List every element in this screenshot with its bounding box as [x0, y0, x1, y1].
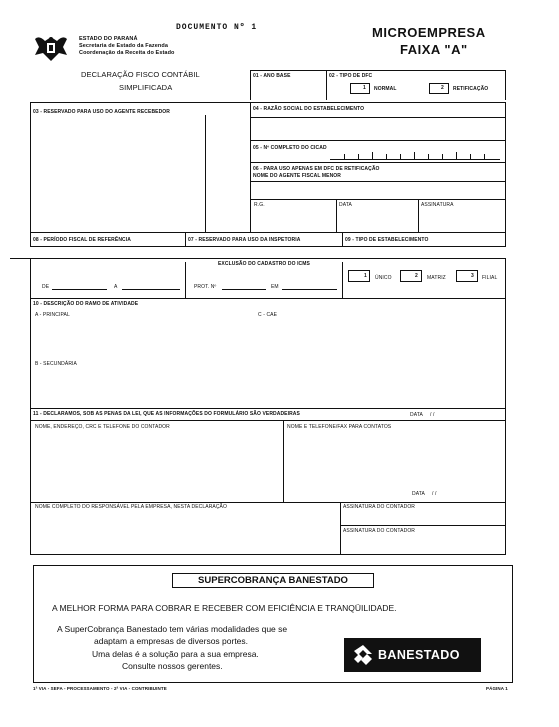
responsible-input[interactable]: [33, 512, 337, 552]
document-number: DOCUMENTO Nº 1: [176, 23, 258, 32]
principal-activity-input[interactable]: [33, 320, 503, 358]
coordination-name: Coordenação da Receita do Estado: [79, 50, 175, 56]
signature-date-input[interactable]: / /: [432, 491, 437, 497]
period-to-input[interactable]: [122, 281, 180, 290]
cicad-input[interactable]: [330, 150, 500, 160]
footer-copies: 1ª VIA - SEFA - PROCESSAMENTO - 2ª VIA - CONTRIBUINTE: [33, 686, 167, 691]
declaration-date-input[interactable]: / /: [430, 412, 435, 418]
field-10-label: 10 - DESCRIÇÃO DO RAMO DE ATIVIDADE: [33, 301, 139, 307]
protocol-input[interactable]: [222, 281, 266, 290]
normal-number: 1: [363, 85, 366, 91]
accountant-label: NOME, ENDEREÇO, CRC E TELEFONE DO CONTADOR: [35, 424, 170, 430]
protocol-date-label: EM: [271, 284, 279, 290]
coat-of-arms-icon: [31, 33, 71, 65]
filial-label: FILIAL: [482, 275, 498, 281]
field-08-label: 08 - PERÍODO FISCAL DE REFERÊNCIA: [33, 237, 131, 243]
matriz-option-box[interactable]: [400, 270, 422, 282]
exclusion-label: EXCLUSÃO DO CADASTRO DO ICMS: [218, 261, 310, 267]
microempresa-title: MICROEMPRESA: [372, 25, 486, 40]
secondary-activity-label: B - SECUNDÁRIA: [35, 361, 77, 367]
accountant-signature-label: ASSINATURA DO CONTADOR: [343, 504, 416, 510]
field-05-label: 05 - Nº COMPLETO DO CICAD: [253, 145, 327, 151]
secondary-activity-input[interactable]: [33, 369, 503, 407]
field-09-label: 09 - TIPO DE ESTABELECIMENTO: [345, 237, 429, 243]
accountant-signature-label-2: ASSINATURA DO CONTADOR: [343, 528, 416, 534]
protocol-date-input[interactable]: [282, 281, 337, 290]
period-to-label: A: [114, 284, 118, 290]
banner-body-1: A SuperCobrança Banestado tem várias modalidades que se: [57, 624, 288, 634]
field-11-label: 11 - DECLARAMOS, SOB AS PENAS DA LEI, QUE AS INFORMAÇÕES DO FORMULÁRIO SÃO VERDADEIRAS: [33, 411, 300, 417]
faixa-title: FAIXA "A": [400, 42, 468, 57]
form-title-line-1: DECLARAÇÃO FISCO CONTÁBIL: [81, 70, 200, 79]
retification-option-box[interactable]: [429, 83, 449, 94]
form-title-line-2: SIMPLIFICADA: [119, 83, 173, 92]
period-from-label: DE: [42, 284, 50, 290]
banner-body-3: Uma delas é a solução para a sua empresa.: [92, 649, 259, 659]
unico-label: ÚNICO: [375, 275, 392, 281]
banestado-logo-text: BANESTADO: [378, 648, 460, 662]
date-label: DATA: [339, 202, 352, 208]
accountant-input[interactable]: [33, 432, 279, 500]
field-01-label: 01 - ANO BASE: [253, 73, 291, 79]
principal-activity-label: A - PRINCIPAL: [35, 312, 70, 318]
filial-option-box[interactable]: [456, 270, 478, 282]
matriz-label: MATRIZ: [427, 275, 446, 281]
banner-title: SUPERCOBRANÇA BANESTADO: [198, 575, 348, 586]
banner-headline: A MELHOR FORMA PARA COBRAR E RECEBER COM EFICIÊNCIA E TRANQÜILIDADE.: [52, 603, 397, 613]
filial-number: 3: [471, 273, 474, 279]
banner-body-2: adaptam a empresas de diversos portes.: [94, 636, 249, 646]
field-07-label: 07 - RESERVADO PARA USO DA INSPETORIA: [188, 237, 301, 243]
matriz-number: 2: [415, 273, 418, 279]
normal-option-box[interactable]: [350, 83, 370, 94]
field-04-label: 04 - RAZÃO SOCIAL DO ESTABELECIMENTO: [253, 106, 365, 112]
contact-input[interactable]: [286, 432, 502, 487]
contact-label: NOME E TELEFONE/FAX PARA CONTATOS: [287, 424, 392, 430]
responsible-label: NOME COMPLETO DO RESPONSÁVEL PELA EMPRESA, NESTA DECLARAÇÃO: [35, 504, 227, 510]
banestado-logo: [344, 638, 481, 672]
cae-label: C - CAE: [258, 312, 278, 318]
banner-body-4: Consulte nossos gerentes.: [122, 661, 223, 671]
signature-date-label: DATA: [412, 491, 425, 497]
footer-page: PÁGINA 1: [486, 686, 508, 691]
signature-label: ASSINATURA: [421, 202, 454, 208]
banestado-logo-icon: [352, 644, 374, 666]
field-03-label: 03 - RESERVADO PARA USO DO AGENTE RECEBEDOR: [33, 109, 171, 115]
unico-number: 1: [364, 273, 367, 279]
agent-name-label: NOME DO AGENTE FISCAL MENOR: [253, 173, 341, 179]
period-from-input[interactable]: [52, 281, 107, 290]
state-name: ESTADO DO PARANÁ: [79, 36, 138, 42]
secretariat-name: Secretaria de Estado da Fazenda: [79, 43, 168, 49]
normal-label: NORMAL: [374, 86, 397, 92]
protocol-label: PROT. Nº: [194, 284, 217, 290]
rg-label: R.G.: [254, 202, 265, 208]
retification-number: 2: [441, 85, 444, 91]
field-02-label: 02 - TIPO DE DFC: [329, 73, 373, 79]
company-name-input[interactable]: [252, 118, 504, 140]
field-06-label: 06 - PARA USO APENAS EM DFC DE RETIFICAÇÃO: [253, 166, 380, 172]
declaration-date-label: DATA: [410, 412, 423, 418]
retification-label: RETIFICAÇÃO: [453, 86, 489, 92]
